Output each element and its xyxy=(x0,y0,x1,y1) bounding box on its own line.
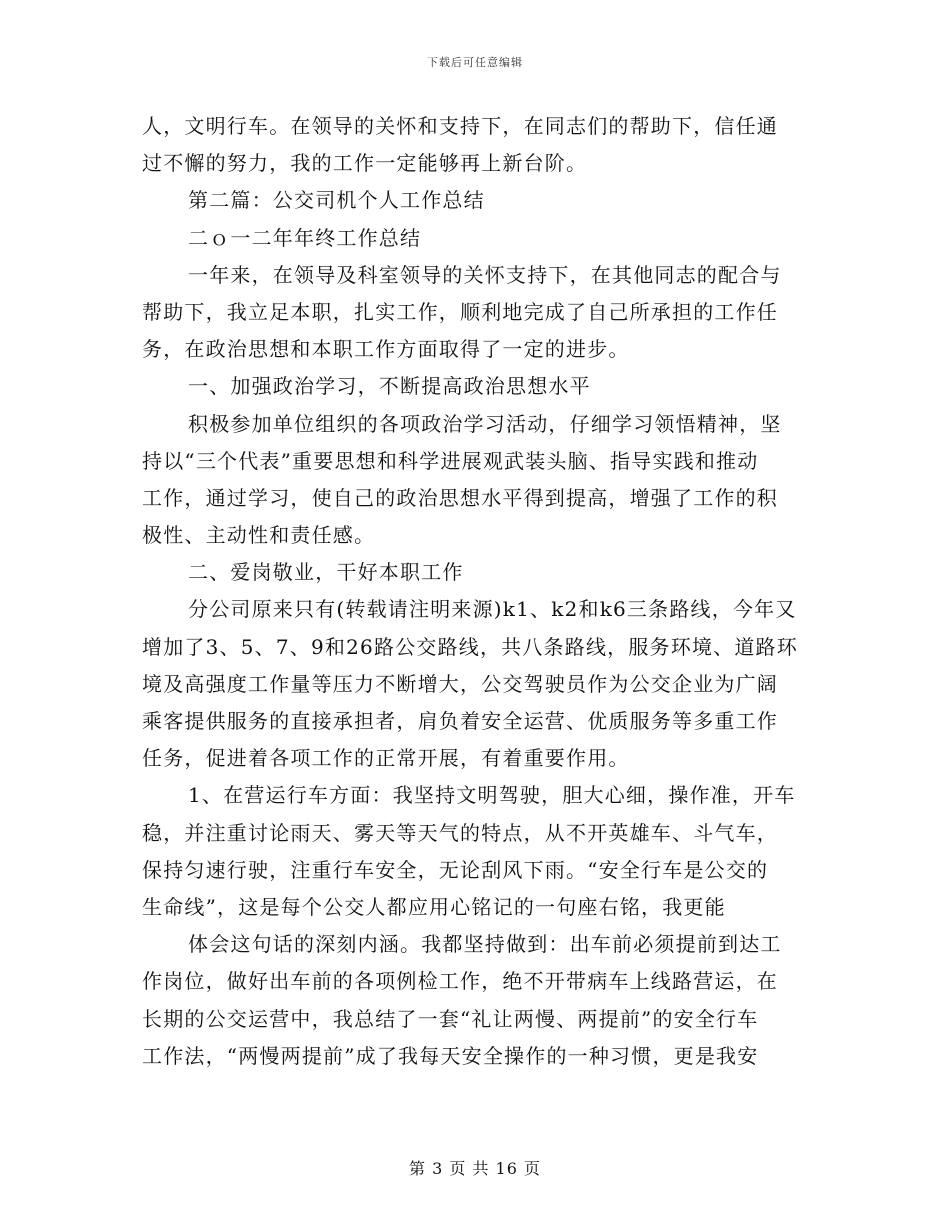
text-line: 任务，促进着各项工作的正常开展，有着重要作用。 xyxy=(142,746,630,771)
text-line: 保持匀速行驶，注重行车安全，无论刮风下雨。“安全行车是公交的 xyxy=(142,857,769,882)
heading-2: 二、爱岗敬业，干好本职工作 xyxy=(188,560,464,585)
text-line: 乘客提供服务的直接承担者，肩负着安全运营、优质服务等多重工作 xyxy=(142,709,778,733)
heading-1: 一、加强政治学习，不断提高政治思想水平 xyxy=(188,374,591,399)
page-header: 下载后可任意编辑 xyxy=(427,56,523,69)
text-line: 工作法，“两慢两提前”成了我每天安全操作的一种习惯，更是我安 xyxy=(142,1043,759,1068)
document-body xyxy=(142,108,814,1075)
text-line: 极性、主动性和责任感。 xyxy=(142,523,376,548)
text-line: 长期的公交运营中，我总结了一套“礼让两慢、两提前”的安全行车 xyxy=(142,1006,759,1031)
text-line: 1、在营运行车方面：我坚持文明驾驶，胆大心细，操作准，开车 xyxy=(188,783,796,808)
text-line: 分公司原来只有(转载请注明来源)k1、k2和k6三条路线，今年又 xyxy=(188,597,797,622)
text-line: 增加了3、5、7、9和26路公交路线，共八条路线，服务环境、道路环 xyxy=(142,634,798,659)
section-title: 第二篇：公交司机个人工作总结 xyxy=(188,188,485,213)
subtitle: 二ｏ一二年年终工作总结 xyxy=(188,225,422,250)
text-line: 境及高强度工作量等压力不断增大，公交驾驶员作为公交企业为广阔 xyxy=(142,671,778,696)
text-line: 生命线”，这是每个公交人都应用心铭记的一句座右铭，我更能 xyxy=(142,894,726,919)
text-line: 工作，通过学习，使自己的政治思想水平得到提高，增强了工作的积 xyxy=(142,485,778,510)
text-line: 持以“三个代表”重要思想和科学进展观武装头脑、指导实践和推动 xyxy=(142,448,759,473)
text-line: 过不懈的努力，我的工作一定能够再上新台阶。 xyxy=(142,151,588,176)
text-line: 积极参加单位组织的各项政治学习活动，仔细学习领悟精神，坚 xyxy=(188,411,782,436)
text-line: 务，在政治思想和本职工作方面取得了一定的进步。 xyxy=(142,337,630,362)
text-line: 一年来，在领导及科室领导的关怀支持下，在其他同志的配合与 xyxy=(188,262,782,287)
text-line: 体会这句话的深刻内涵。我都坚持做到：出车前必须提前到达工 xyxy=(188,932,782,957)
text-line: 稳，并注重讨论雨天、雾天等天气的特点，从不开英雄车、斗气车， xyxy=(142,820,778,845)
page-footer: 第 3 页 共 16 页 xyxy=(409,1159,541,1178)
text-line: 人，文明行车。在领导的关怀和支持下，在同志们的帮助下，信任通 xyxy=(142,114,778,138)
text-line: 作岗位，做好出车前的各项例检工作，绝不开带病车上线路营运，在 xyxy=(142,969,778,994)
text-line: 帮助下，我立足本职，扎实工作，顺利地完成了自己所承担的工作任 xyxy=(142,299,778,324)
